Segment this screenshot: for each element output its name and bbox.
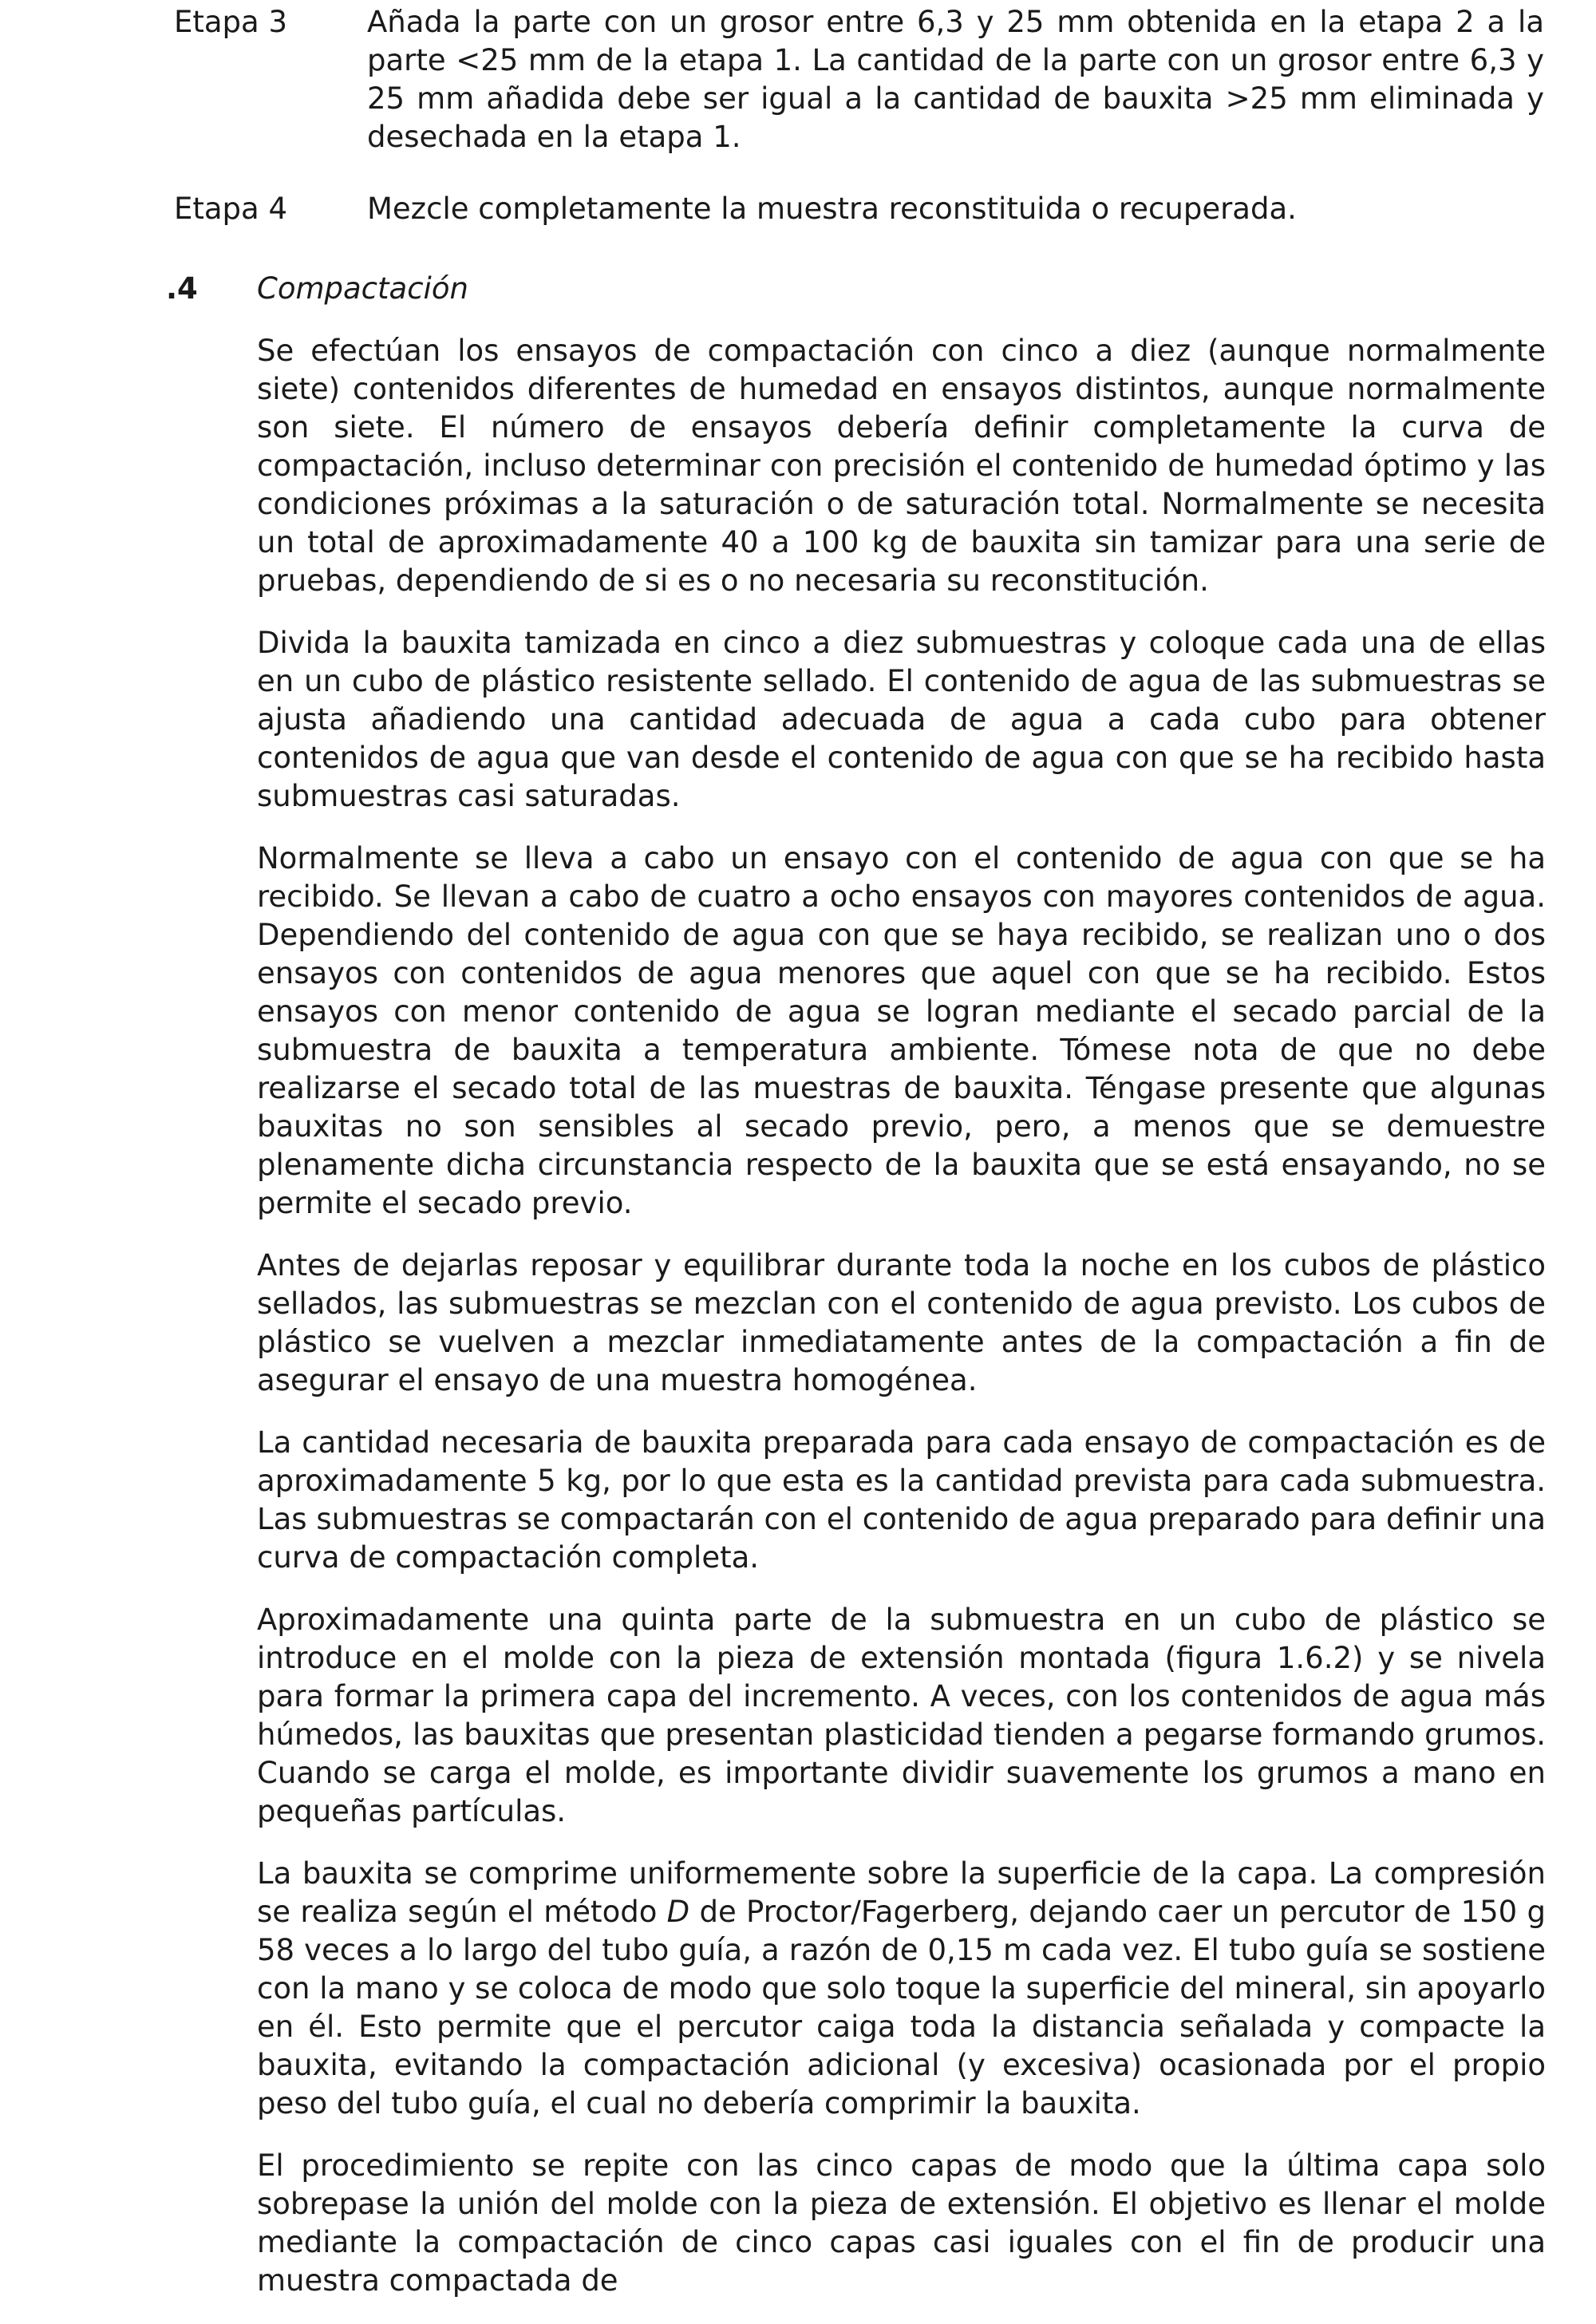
step-text: Mezcle completamente la muestra reconstituida o recuperada. — [367, 192, 1297, 226]
section-number: .4 — [166, 271, 198, 306]
paragraph: Normalmente se lleva a cabo un ensayo con el contenido de agua con que se ha recibido. Se llevan a cabo de cuatro a ocho ensayos con mayores contenidos de agua. Dependiendo del contenido de agua con que se haya recibido, se realizan uno o dos ensayos con contenidos de agua menores que aquel con que se ha recibido. Estos ensayos con menor contenido de agua se logran mediante el secado parcial de la submuestra de bauxita a temperatura ambiente. Tómese nota de que no debe realizarse el secado total de las muestras de bauxita. Téngase presente que algunas bauxitas no son sensibles al secado previo, pero, a menos que se demuestre plenamente dicha circunstancia respecto de la bauxita que se está ensayando, no se permite el secado previo. — [257, 841, 1546, 1220]
paragraph: Se efectúan los ensayos de compactación con cinco a diez (aunque normalmente siete) contenidos diferentes de humedad en ensayos distintos, aunque normalmente son siete. El número de ensayos debería definir completamente la curva de compactación, incluso determinar con precisión el contenido de humedad óptimo y las condiciones próximas a la saturación o de saturación total. Normalmente se necesita un total de aproximadamente 40 a 100 kg de bauxita sin tamizar para una serie de pruebas, dependiendo de si es o no necesaria su reconstitución. — [257, 334, 1546, 598]
paragraph: Divida la bauxita tamizada en cinco a diez submuestras y coloque cada una de ellas en un cubo de plástico resistente sellado. El contenido de agua de las submuestras se ajusta añadiendo una cantidad adecuada de agua a cada cubo para obtener contenidos de agua que van desde el contenido de agua con que se ha recibido hasta submuestras casi saturadas. — [257, 626, 1546, 813]
paragraph-text: de Proctor/Fagerberg, dejando caer un percutor de 150 g 58 veces a lo largo del tubo guía, a razón de 0,15 m cada vez. El tubo guía se sostiene con la mano y se coloca de modo que solo toque la superficie del mineral, sin apoyarlo en él. Esto permite que el percutor caiga toda la distancia señalada y compacte la bauxita, evitando la compactación adicional (y excesiva) ocasionada por el propio peso del tubo guía, el cual no debería comprimir la bauxita. — [257, 1895, 1546, 2120]
step-label: Etapa 4 — [174, 192, 288, 226]
method-letter: D — [666, 1895, 690, 1929]
step-text: Añada la parte con un grosor entre 6,3 y 25 mm obtenida en la etapa 2 a la parte <25 mm de la etapa 1. La cantidad de la parte con un grosor entre 6,3 y 25 mm añadida debe ser igual a la cantidad de bauxita >25 mm eliminada y desechada en la etapa 1. — [367, 5, 1544, 154]
paragraph: El procedimiento se repite con las cinco capas de modo que la última capa solo sobrepase la unión del molde con la pieza de extensión. El objetivo es llenar el molde mediante la compactación de cinco capas casi iguales con el fin de producir una muestra compactada de — [257, 2148, 1546, 2298]
paragraph: La cantidad necesaria de bauxita preparada para cada ensayo de compactación es de aproximadamente 5 kg, por lo que esta es la cantidad prevista para cada submuestra. Las submuestras se compactarán con el contenido de agua preparado para definir una curva de compactación completa. — [257, 1425, 1546, 1575]
paragraph — [257, 1855, 1546, 2123]
paragraph-text: La bauxita se comprime uniformemente sobre la superficie de la capa. La compresión se realiza según el método — [257, 1856, 1546, 1929]
paragraph: Antes de dejarlas reposar y equilibrar durante toda la noche en los cubos de plástico sellados, las submuestras se mezclan con el contenido de agua previsto. Los cubos de plástico se vuelven a mezclar inmediatamente antes de la compactación a fin de asegurar el ensayo de una muestra homogénea. — [257, 1248, 1546, 1397]
section-heading — [166, 270, 468, 308]
section-title: Compactación — [257, 271, 468, 306]
step-label: Etapa 3 — [174, 5, 288, 39]
section-body — [257, 332, 1546, 2324]
paragraph: Aproximadamente una quinta parte de la submuestra en un cubo de plástico se introduce en el molde con la pieza de extensión montada (figura 1.6.2) y se nivela para formar la primera capa del incremento. A veces, con los contenidos de agua más húmedos, las bauxitas que presentan plasticidad tienden a pegarse formando grumos. Cuando se carga el molde, es importante dividir suavemente los grumos a mano en pequeñas partículas. — [257, 1603, 1546, 1828]
